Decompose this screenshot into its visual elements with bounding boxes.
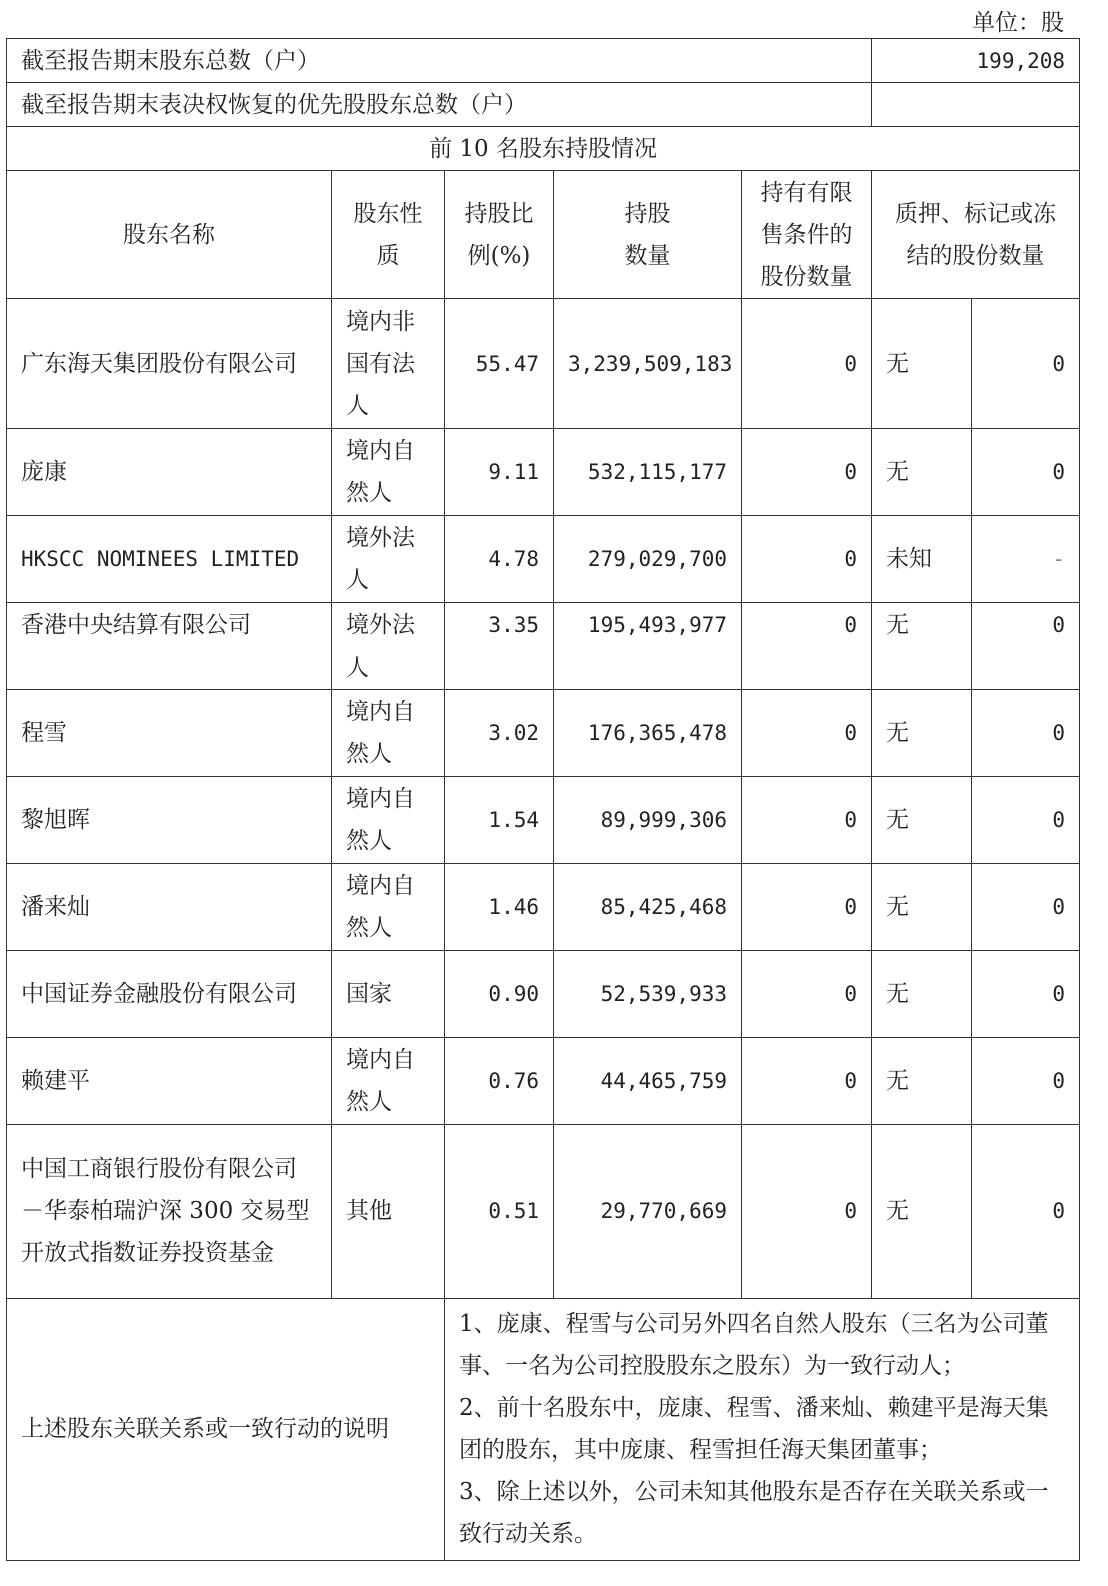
row-restricted: 0	[742, 1037, 872, 1124]
row-pledge-status: 未知	[872, 516, 972, 603]
row-ratio: 0.76	[445, 1037, 554, 1124]
row-shares: 85,425,468	[554, 863, 742, 950]
row-shares: 44,465,759	[554, 1037, 742, 1124]
row-shares: 3,239,509,183	[554, 299, 742, 429]
unit-label: 单位：股	[972, 10, 1064, 36]
row-nature: 境内自然人	[332, 776, 445, 863]
row-pledge-count: 0	[972, 1124, 1080, 1298]
row-name: 庞康	[7, 429, 332, 516]
row-pledge-count: 0	[972, 299, 1080, 429]
row-name: 广东海天集团股份有限公司	[7, 299, 332, 429]
row-ratio: 3.35	[445, 603, 554, 647]
table-row	[7, 1124, 1080, 1298]
row-pledge-status: 无	[872, 689, 972, 776]
header-pledged: 质押、标记或冻 结的股份数量	[872, 171, 1080, 299]
row-name: 黎旭晖	[7, 776, 332, 863]
row-pledge-status: 无	[872, 950, 972, 1037]
relation-label: 上述股东关联关系或一致行动的说明	[7, 1298, 445, 1560]
row-pledge-count: 0	[972, 1037, 1080, 1124]
header-nature: 股东性 质	[332, 171, 445, 299]
row-pledge-status: 无	[872, 429, 972, 516]
row-pledge-status: 无	[872, 776, 972, 863]
row-pledge-count: -	[972, 516, 1080, 603]
relation-note-3: 3、除上述以外，公司未知其他股东是否存在关联关系或一致行动关系。	[459, 1479, 1049, 1547]
row-nature: 境内自然人	[332, 689, 445, 776]
total-holders-value: 199,208	[872, 39, 1080, 83]
table-row-continuation	[7, 647, 1080, 690]
row-pledge-count: 0	[972, 950, 1080, 1037]
total-holders-label: 截至报告期末股东总数（户）	[7, 39, 872, 83]
table-row	[7, 299, 1080, 429]
row-restricted: 0	[742, 429, 872, 516]
row-pledge-status: 无	[872, 603, 972, 647]
header-row	[7, 171, 1080, 299]
row-pledge-status: 无	[872, 1037, 972, 1124]
row-shares: 195,493,977	[554, 603, 742, 647]
row-ratio: 4.78	[445, 516, 554, 603]
row-nature: 境内非国有法人	[332, 299, 445, 429]
row-pledge-count: 0	[972, 863, 1080, 950]
table-row	[7, 429, 1080, 516]
row-restricted: 0	[742, 299, 872, 429]
row-name: HKSCC NOMINEES LIMITED	[7, 516, 332, 603]
row-nature: 其他	[332, 1124, 445, 1298]
header-ratio: 持股比 例(%)	[445, 171, 554, 299]
row-ratio: 55.47	[445, 299, 554, 429]
table-row	[7, 603, 1080, 647]
row-shares: 52,539,933	[554, 950, 742, 1037]
table-row	[7, 516, 1080, 603]
row-restricted: 0	[742, 776, 872, 863]
row-pledge-count: 0	[972, 689, 1080, 776]
row-nature: 境内自然人	[332, 863, 445, 950]
table-row	[7, 950, 1080, 1037]
row-restricted: 0	[742, 603, 872, 647]
header-name: 股东名称	[7, 171, 332, 299]
row-name: 中国证券金融股份有限公司	[7, 950, 332, 1037]
row-pledge-status: 无	[872, 1124, 972, 1298]
row-restricted: 0	[742, 863, 872, 950]
row-pledge-count: 0	[972, 776, 1080, 863]
row-shares: 279,029,700	[554, 516, 742, 603]
row-restricted: 0	[742, 516, 872, 603]
preferred-holders-value	[872, 83, 1080, 127]
row-name: 中国工商银行股份有限公司－华泰柏瑞沪深 300 交易型开放式指数证券投资基金	[7, 1124, 332, 1298]
table-row	[7, 689, 1080, 776]
table-row	[7, 863, 1080, 950]
header-shares: 持股 数量	[554, 171, 742, 299]
preferred-holders-label: 截至报告期末表决权恢复的优先股股东总数（户）	[7, 83, 872, 127]
section-title: 前 10 名股东持股情况	[7, 127, 1080, 171]
row-shares: 176,365,478	[554, 689, 742, 776]
row-pledge-count: 0	[972, 429, 1080, 516]
header-restricted: 持有有限 售条件的 股份数量	[742, 171, 872, 299]
relation-row	[7, 1298, 1080, 1560]
row-shares: 532,115,177	[554, 429, 742, 516]
row-name: 潘来灿	[7, 863, 332, 950]
row-ratio: 0.51	[445, 1124, 554, 1298]
row-nature: 境外法人	[332, 516, 445, 603]
row-nature: 国家	[332, 950, 445, 1037]
table-row	[7, 776, 1080, 863]
row-pledge-status: 无	[872, 863, 972, 950]
relation-note-1: 1、庞康、程雪与公司另外四名自然人股东（三名为公司董事、一名为公司控股股东之股东）为一致行动人；	[459, 1311, 1049, 1379]
relation-note-2: 2、前十名股东中，庞康、程雪、潘来灿、赖建平是海天集团的股东，其中庞康、程雪担任海天集团董事；	[459, 1395, 1049, 1463]
row-pledge-count: 0	[972, 603, 1080, 647]
row-shares: 29,770,669	[554, 1124, 742, 1298]
row-name: 程雪	[7, 689, 332, 776]
row-name: 香港中央结算有限公司	[7, 603, 332, 647]
relation-notes	[445, 1298, 1080, 1560]
row-restricted: 0	[742, 689, 872, 776]
table-row	[7, 1037, 1080, 1124]
row-nature: 境内自然人	[332, 1037, 445, 1124]
row-restricted: 0	[742, 1124, 872, 1298]
row-pledge-status: 无	[872, 299, 972, 429]
row-nature-continued: 人	[332, 647, 445, 690]
row-ratio: 1.54	[445, 776, 554, 863]
row-nature: 境内自然人	[332, 429, 445, 516]
row-ratio: 9.11	[445, 429, 554, 516]
row-ratio: 1.46	[445, 863, 554, 950]
row-name: 赖建平	[7, 1037, 332, 1124]
row-restricted: 0	[742, 950, 872, 1037]
row-ratio: 3.02	[445, 689, 554, 776]
row-ratio: 0.90	[445, 950, 554, 1037]
shareholder-table	[6, 38, 1080, 1561]
row-nature: 境外法	[332, 603, 445, 647]
row-shares: 89,999,306	[554, 776, 742, 863]
